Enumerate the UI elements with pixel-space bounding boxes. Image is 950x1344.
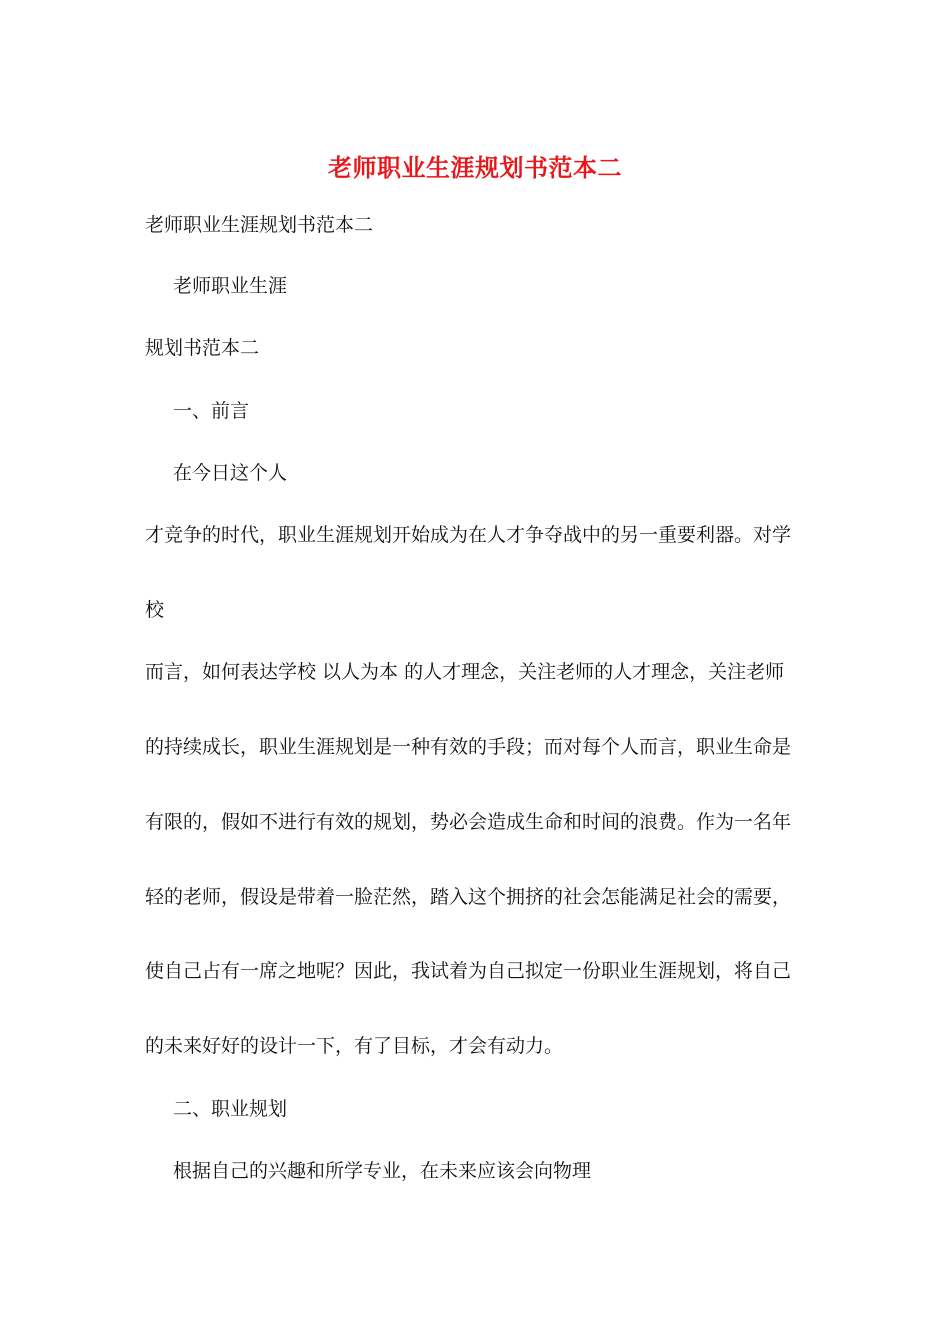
paragraph-line: 在今日这个人 — [173, 462, 288, 484]
paragraph-line: 规划书范本二 — [145, 337, 260, 359]
paragraph-line: 的未来好好的设计一下，有了目标，才会有动力。 — [145, 1035, 564, 1057]
document-title: 老师职业生涯规划书范本二 — [328, 153, 622, 182]
paragraph-line: 校 — [145, 599, 165, 621]
subtitle-line: 老师职业生涯规划书范本二 — [145, 214, 374, 236]
paragraph-line: 有限的，假如不进行有效的规划，势必会造成生命和时间的浪费。作为一名年 — [145, 811, 792, 833]
paragraph-line: 才竞争的时代，职业生涯规划开始成为在人才争夺战中的另一重要利器。对学 — [145, 524, 792, 546]
paragraph-line: 而言，如何表达学校 以人为本 的人才理念，关注老师的人才理念，关注老师 — [145, 661, 785, 683]
paragraph-line: 的持续成长，职业生涯规划是一种有效的手段；而对每个人而言，职业生命是 — [145, 736, 792, 758]
paragraph-line: 老师职业生涯 — [173, 275, 288, 297]
paragraph-line: 使自己占有一席之地呢？因此，我试着为自己拟定一份职业生涯规划，将自己 — [145, 960, 792, 982]
section-heading: 一、前言 — [173, 400, 250, 422]
paragraph-line: 轻的老师，假设是带着一脸茫然，踏入这个拥挤的社会怎能满足社会的需要， — [145, 886, 792, 908]
paragraph-line: 根据自己的兴趣和所学专业，在未来应该会向物理 — [173, 1160, 592, 1182]
section-heading: 二、职业规划 — [173, 1098, 288, 1120]
